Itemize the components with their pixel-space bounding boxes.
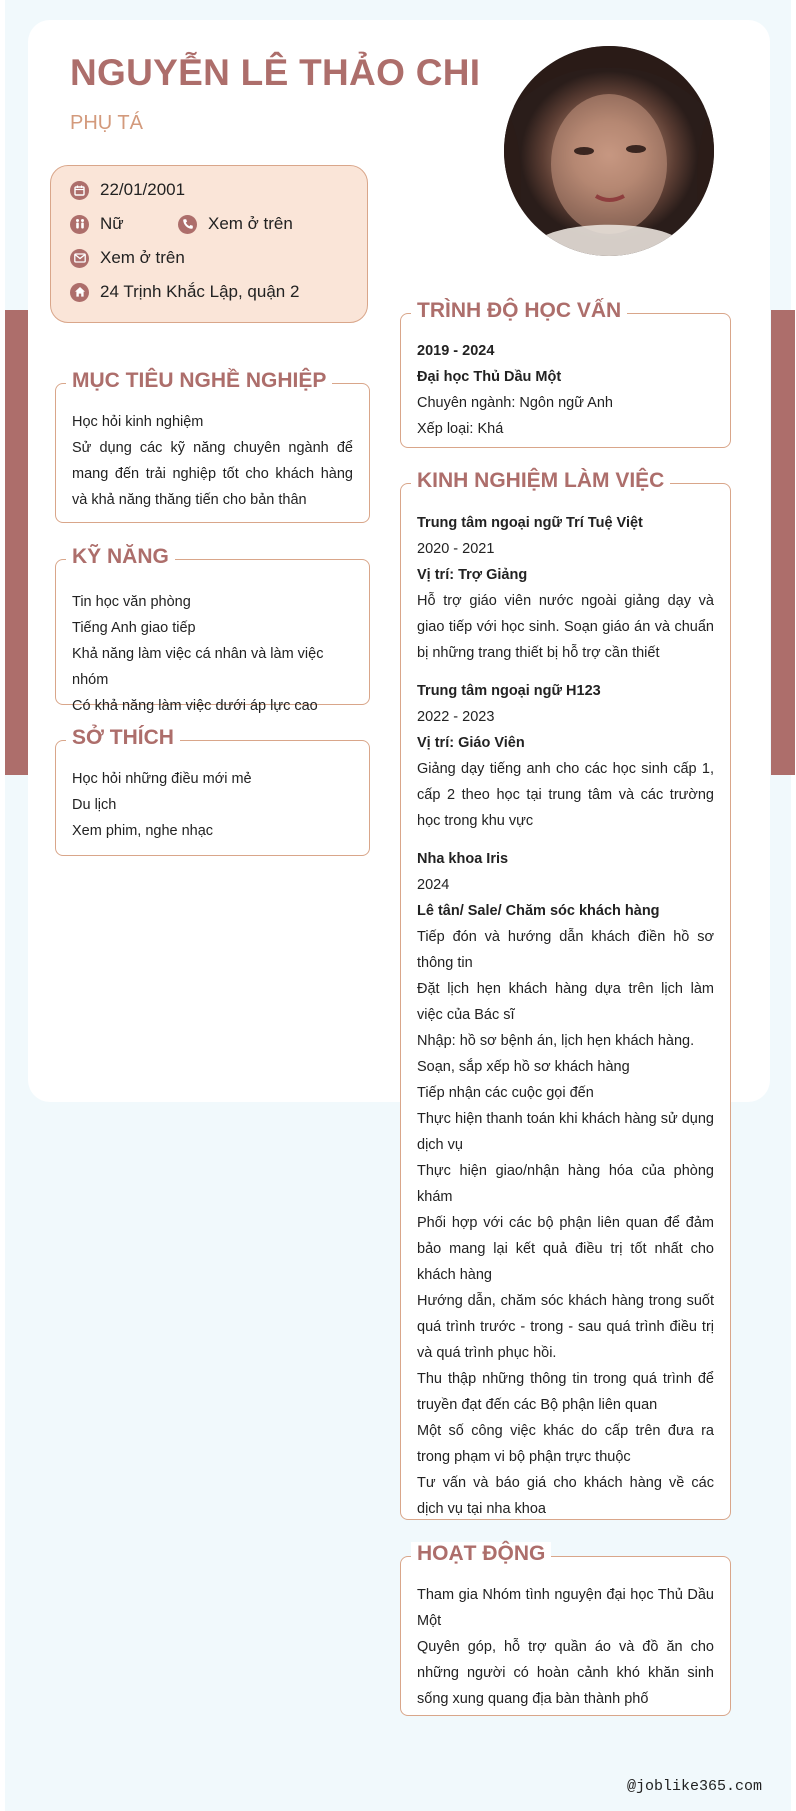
hobby-item: Xem phim, nghe nhạc [72,823,214,839]
candidate-name: NGUYỄN LÊ THẢO CHI [70,52,481,93]
job-title: PHỤ TÁ [70,112,143,134]
job-company: Nha khoa Iris [417,851,509,867]
skill-item: Tiếng Anh giao tiếp [72,620,196,636]
job-detail: Một số công việc khác do cấp trên đưa ra trong phạm vi bộ phận trực thuộc [417,1423,714,1465]
mail-icon [70,249,89,268]
job-period: 2024 [417,877,450,893]
job-detail: Thực hiện giao/nhận hàng hóa của phòng khám [417,1163,714,1205]
job-period: 2020 - 2021 [417,541,495,557]
home-icon [70,283,89,302]
birthday-value: 22/01/2001 [100,180,186,199]
email-value: Xem ở trên [100,248,185,267]
job-detail: Thực hiện thanh toán khi khách hàng sử dụng dịch vụ [417,1111,714,1153]
career-objective-heading: MỤC TIÊU NGHỀ NGHIỆP [66,369,332,393]
left-accent-bar [5,310,29,775]
right-accent-bar [771,310,795,775]
skills-list [72,589,353,719]
birthday-row [70,180,185,200]
job-detail: Tư vấn và báo giá cho khách hàng về các dịch vụ tại nha khoa [417,1475,714,1517]
hobbies-list [72,766,353,844]
job-detail: Hướng dẫn, chăm sóc khách hàng trong suốt quá trình trước - trong - sau quá trình điều trị và quá trình phục hồi. [417,1293,714,1361]
activities-list [417,1582,714,1712]
objective-line: Học hỏi kinh nghiệm [72,414,204,430]
skills-heading: KỸ NĂNG [66,545,175,569]
skill-item: Có khả năng làm việc dưới áp lực cao [72,698,318,714]
experience-section [400,469,731,1520]
career-objective-content [72,409,353,513]
job-period: 2022 - 2023 [417,709,495,725]
education-major: Chuyên ngành: Ngôn ngữ Anh [417,395,613,411]
calendar-icon [70,181,89,200]
activities-heading: HOẠT ĐỘNG [411,1542,551,1566]
address-row [70,282,299,302]
education-grade: Xếp loại: Khá [417,421,504,437]
activity-item: Tham gia Nhóm tình nguyện đại học Thủ Dầu Một [417,1587,714,1629]
phone-icon [178,215,197,234]
gender-row [70,214,124,234]
email-row [70,248,185,268]
gender-value: Nữ [100,214,124,233]
job-position: Vị trí: Giáo Viên [417,735,525,751]
gender-icon [70,215,89,234]
education-section [400,299,731,448]
job-detail: Phối hợp với các bộ phận liên quan để đảm bảo mang lại kết quả điều trị tốt nhất cho khách hàng [417,1215,714,1283]
hobbies-section [55,726,370,856]
phone-row [178,214,293,234]
activities-section [400,1542,731,1716]
address-value: 24 Trịnh Khắc Lập, quận 2 [100,282,300,301]
job-detail: Nhập: hồ sơ bệnh án, lịch hẹn khách hàng. [417,1033,695,1049]
avatar [504,46,714,256]
watermark: @joblike365.com [627,1778,763,1795]
job-position: Vị trí: Trợ Giảng [417,567,528,583]
job-detail: Hỗ trợ giáo viên nước ngoài giảng dạy và giao tiếp với học sinh. Soạn giáo án và chuẩn bị những trang thiết bị hỗ trợ cần thiết [417,593,714,661]
hobby-item: Du lịch [72,797,117,813]
job-position: Lê tân/ Sale/ Chăm sóc khách hàng [417,903,660,919]
phone-value: Xem ở trên [208,214,293,233]
experience-content [417,510,714,1522]
education-heading: TRÌNH ĐỘ HỌC VẤN [411,299,627,323]
skills-section [55,545,370,714]
job-detail: Tiếp nhận các cuộc gọi đến [417,1085,594,1101]
education-school: Đại học Thủ Dầu Một [417,369,562,385]
skill-item: Tin học văn phòng [72,594,191,610]
job-detail: Giảng dạy tiếng anh cho các học sinh cấp 1, cấp 2 theo học tại trung tâm và các trường học trong khu vực [417,761,714,829]
experience-heading: KINH NGHIỆM LÀM VIỆC [411,469,670,493]
objective-line: Sử dụng các kỹ năng chuyên ngành để mang đến trải nghiệp tốt cho khách hàng và khả năng thăng tiến cho bản thân [72,440,353,508]
education-period: 2019 - 2024 [417,343,495,359]
job-company: Trung tâm ngoại ngữ Trí Tuệ Việt [417,515,643,531]
job-detail: Soạn, sắp xếp hồ sơ khách hàng [417,1059,630,1075]
hobby-item: Học hỏi những điều mới mẻ [72,771,252,787]
job-company: Trung tâm ngoại ngữ H123 [417,683,601,699]
career-objective-section [55,369,370,523]
skill-item: Khả năng làm việc cá nhân và làm việc nhóm [72,646,324,688]
personal-info-panel [50,165,368,323]
job-detail: Đặt lịch hẹn khách hàng dựa trên lịch làm việc của Bác sĩ [417,981,714,1023]
job-detail: Tiếp đón và hướng dẫn khách điền hồ sơ thông tin [417,929,714,971]
job-detail: Thu thập những thông tin trong quá trình để truyền đạt đến các Bộ phận liên quan [417,1371,714,1413]
activity-item: Quyên góp, hỗ trợ quần áo và đồ ăn cho những người có hoàn cảnh khó khăn sinh sống xung quang địa bàn thành phố [417,1639,714,1707]
hobbies-heading: SỞ THÍCH [66,726,180,750]
education-content [417,338,714,442]
